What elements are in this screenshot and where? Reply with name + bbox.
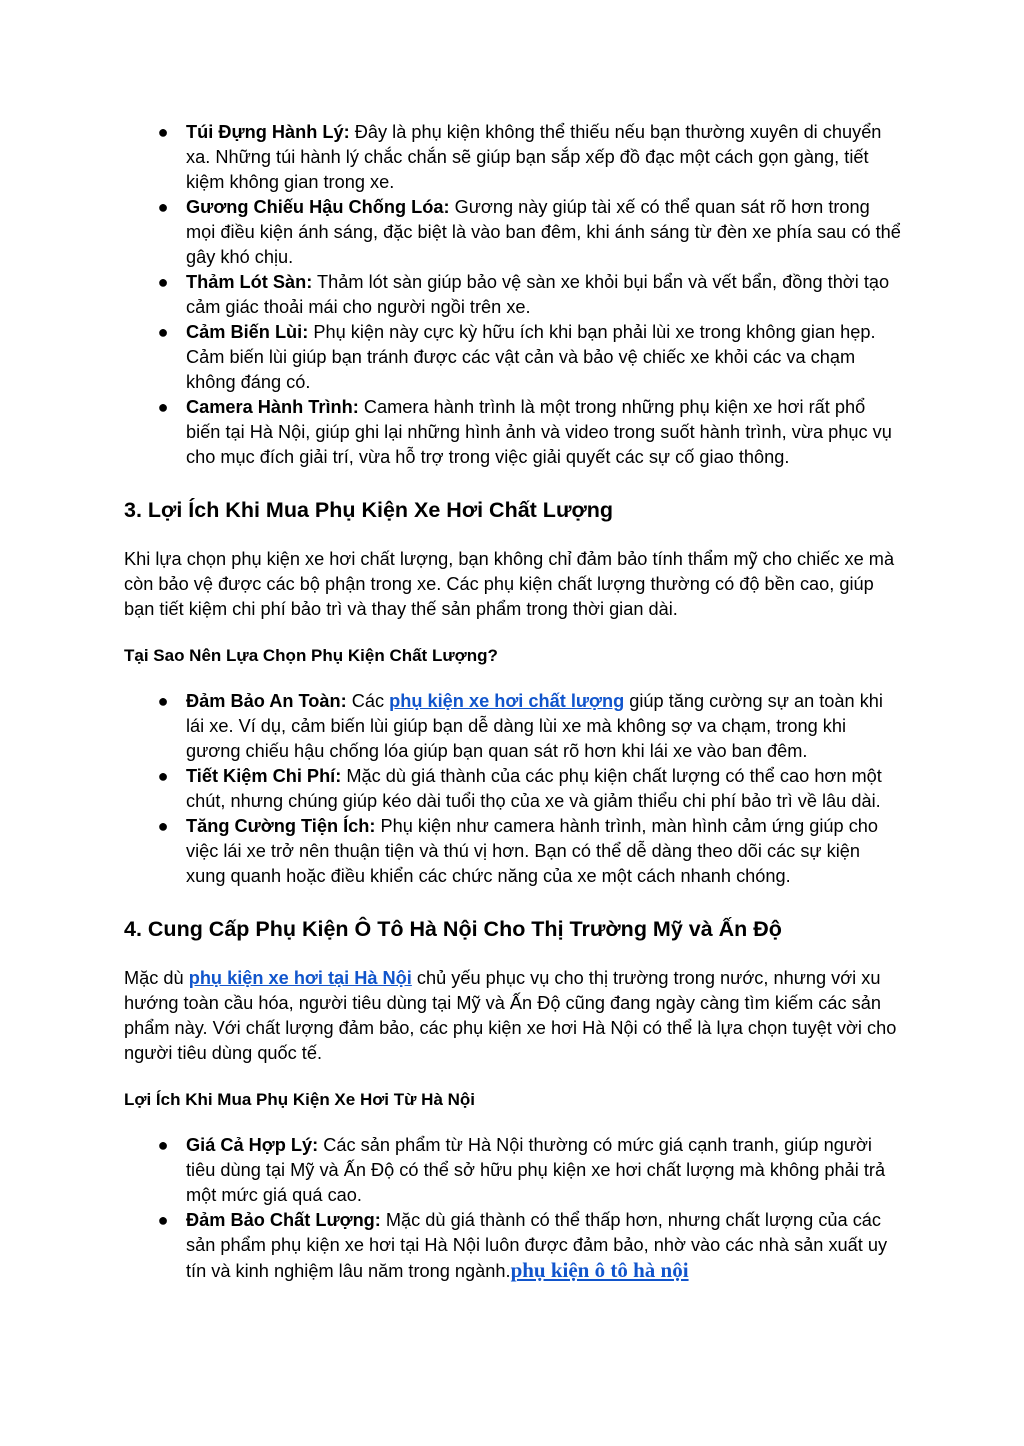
list-item	[124, 689, 904, 764]
bullet-icon: ●	[157, 322, 169, 342]
item-text: Các sản phẩm từ Hà Nội thường có mức giá cạnh tranh, giúp người tiêu dùng tại Mỹ và Ấn Độ có thể sở hữu phụ kiện xe hơi chất lượng mà không phải trả một mức giá quá cao.	[186, 1135, 886, 1205]
list-item	[124, 814, 904, 889]
item-term: Cảm Biến Lùi:	[186, 322, 309, 342]
bullet-icon: ●	[157, 197, 169, 217]
bullet-icon: ●	[157, 816, 169, 836]
quality-reasons-list	[124, 689, 904, 889]
quality-accessories-link[interactable]: phụ kiện xe hơi chất lượng	[389, 691, 625, 711]
bullet-icon: ●	[157, 272, 169, 292]
item-text: Mặc dù giá thành có thể thấp hơn, nhưng chất lượng của các sản phẩm phụ kiện xe hơi tại Hà Nội luôn được đảm bảo, nhờ vào các nhà sản xuất uy tín và kinh nghiệm lâu năm trong ngành.	[186, 1210, 888, 1281]
list-item	[124, 1208, 904, 1284]
item-text: giúp tăng cường sự an toàn khi lái xe. Ví dụ, cảm biến lùi giúp bạn dễ dàng lùi xe mà không sợ va chạm, trong khi gương chiếu hậu chống lóa giúp bạn quan sát rõ hơn khi lái xe vào ban đêm.	[186, 691, 883, 761]
item-text: Gương này giúp tài xế có thể quan sát rõ hơn trong mọi điều kiện ánh sáng, đặc biệt là vào ban đêm, khi ánh sáng từ đèn xe phía sau có thể gây khó chịu.	[186, 197, 901, 267]
list-item	[124, 1133, 904, 1208]
section-3-paragraph: Khi lựa chọn phụ kiện xe hơi chất lượng, bạn không chỉ đảm bảo tính thẩm mỹ cho chiếc xe mà còn bảo vệ được các bộ phận trong xe. Các phụ kiện chất lượng thường có độ bền cao, giúp bạn tiết kiệm chi phí bảo trì và thay thế sản phẩm trong thời gian dài.	[124, 549, 895, 619]
item-term: Túi Đựng Hành Lý:	[186, 122, 350, 142]
list-item	[124, 120, 904, 195]
section-3-heading: 3. Lợi Ích Khi Mua Phụ Kiện Xe Hơi Chất Lượng	[124, 498, 614, 522]
section-3-subheading: Tại Sao Nên Lựa Chọn Phụ Kiện Chất Lượng?	[124, 646, 498, 665]
list-item	[124, 320, 904, 395]
bullet-icon: ●	[157, 1210, 169, 1230]
section-4-subheading: Lợi Ích Khi Mua Phụ Kiện Xe Hơi Từ Hà Nội	[124, 1090, 476, 1109]
accessory-list	[124, 120, 904, 470]
item-term: Thảm Lót Sàn:	[186, 272, 313, 292]
item-text: Các	[346, 691, 390, 711]
list-item	[124, 270, 904, 320]
auto-accessories-hanoi-link[interactable]: phụ kiện ô tô hà nội	[510, 1258, 689, 1282]
item-term: Camera Hành Trình:	[186, 397, 359, 417]
bullet-icon: ●	[157, 122, 169, 142]
item-text: Phụ kiện này cực kỳ hữu ích khi bạn phải lùi xe trong không gian hẹp. Cảm biến lùi giúp bạn tránh được các vật cản và bảo vệ chiếc xe khỏi các va chạm không đáng có.	[186, 322, 876, 392]
list-item	[124, 395, 904, 470]
item-term: Giá Cả Hợp Lý:	[186, 1135, 319, 1155]
item-term: Tăng Cường Tiện Ích:	[186, 816, 376, 836]
section-4-paragraph	[124, 966, 904, 1066]
bullet-icon: ●	[157, 691, 169, 711]
hanoi-accessories-link[interactable]: phụ kiện xe hơi tại Hà Nội	[188, 968, 412, 988]
bullet-icon: ●	[157, 397, 169, 417]
hanoi-benefits-list	[124, 1133, 904, 1284]
document-page	[124, 120, 904, 1284]
bullet-icon: ●	[157, 1135, 169, 1155]
bullet-icon: ●	[157, 766, 169, 786]
item-text: Thảm lót sàn giúp bảo vệ sàn xe khỏi bụi bẩn và vết bẩn, đồng thời tạo cảm giác thoải mái cho người ngồi trên xe.	[186, 272, 890, 317]
item-term: Đảm Bảo Chất Lượng:	[186, 1210, 381, 1230]
paragraph-text: Mặc dù	[124, 968, 189, 988]
list-item	[124, 764, 904, 814]
list-item	[124, 195, 904, 270]
item-text: Camera hành trình là một trong những phụ kiện xe hơi rất phổ biến tại Hà Nội, giúp ghi lại những hình ảnh và video trong suốt hành trình, vừa phục vụ cho mục đích giải trí, vừa hỗ trợ trong việc giải quyết các sự cố giao thông.	[186, 397, 892, 467]
item-text: Phụ kiện như camera hành trình, màn hình cảm ứng giúp cho việc lái xe trở nên thuận tiện và thú vị hơn. Bạn có thể dễ dàng theo dõi các sự kiện xung quanh hoặc điều khiển các chức năng của xe một cách nhanh chóng.	[186, 816, 879, 886]
item-term: Tiết Kiệm Chi Phí:	[186, 766, 342, 786]
item-text: Mặc dù giá thành của các phụ kiện chất lượng có thể cao hơn một chút, nhưng chúng giúp kéo dài tuổi thọ của xe và giảm thiểu chi phí bảo trì về lâu dài.	[186, 766, 882, 811]
item-term: Gương Chiếu Hậu Chống Lóa:	[186, 197, 450, 217]
item-text: Đây là phụ kiện không thể thiếu nếu bạn thường xuyên di chuyển xa. Những túi hành lý chắc chắn sẽ giúp bạn sắp xếp đồ đạc một cách gọn gàng, tiết kiệm không gian trong xe.	[186, 122, 882, 192]
item-term: Đảm Bảo An Toàn:	[186, 691, 347, 711]
section-4-heading: 4. Cung Cấp Phụ Kiện Ô Tô Hà Nội Cho Thị Trường Mỹ và Ấn Độ	[124, 917, 782, 941]
paragraph-text: chủ yếu phục vụ cho thị trường trong nước, nhưng với xu hướng toàn cầu hóa, người tiêu dùng tại Mỹ và Ấn Độ cũng đang ngày càng tìm kiếm các sản phẩm này. Với chất lượng đảm bảo, các phụ kiện xe hơi Hà Nội có thể là lựa chọn tuyệt vời cho người tiêu dùng quốc tế.	[124, 968, 897, 1063]
